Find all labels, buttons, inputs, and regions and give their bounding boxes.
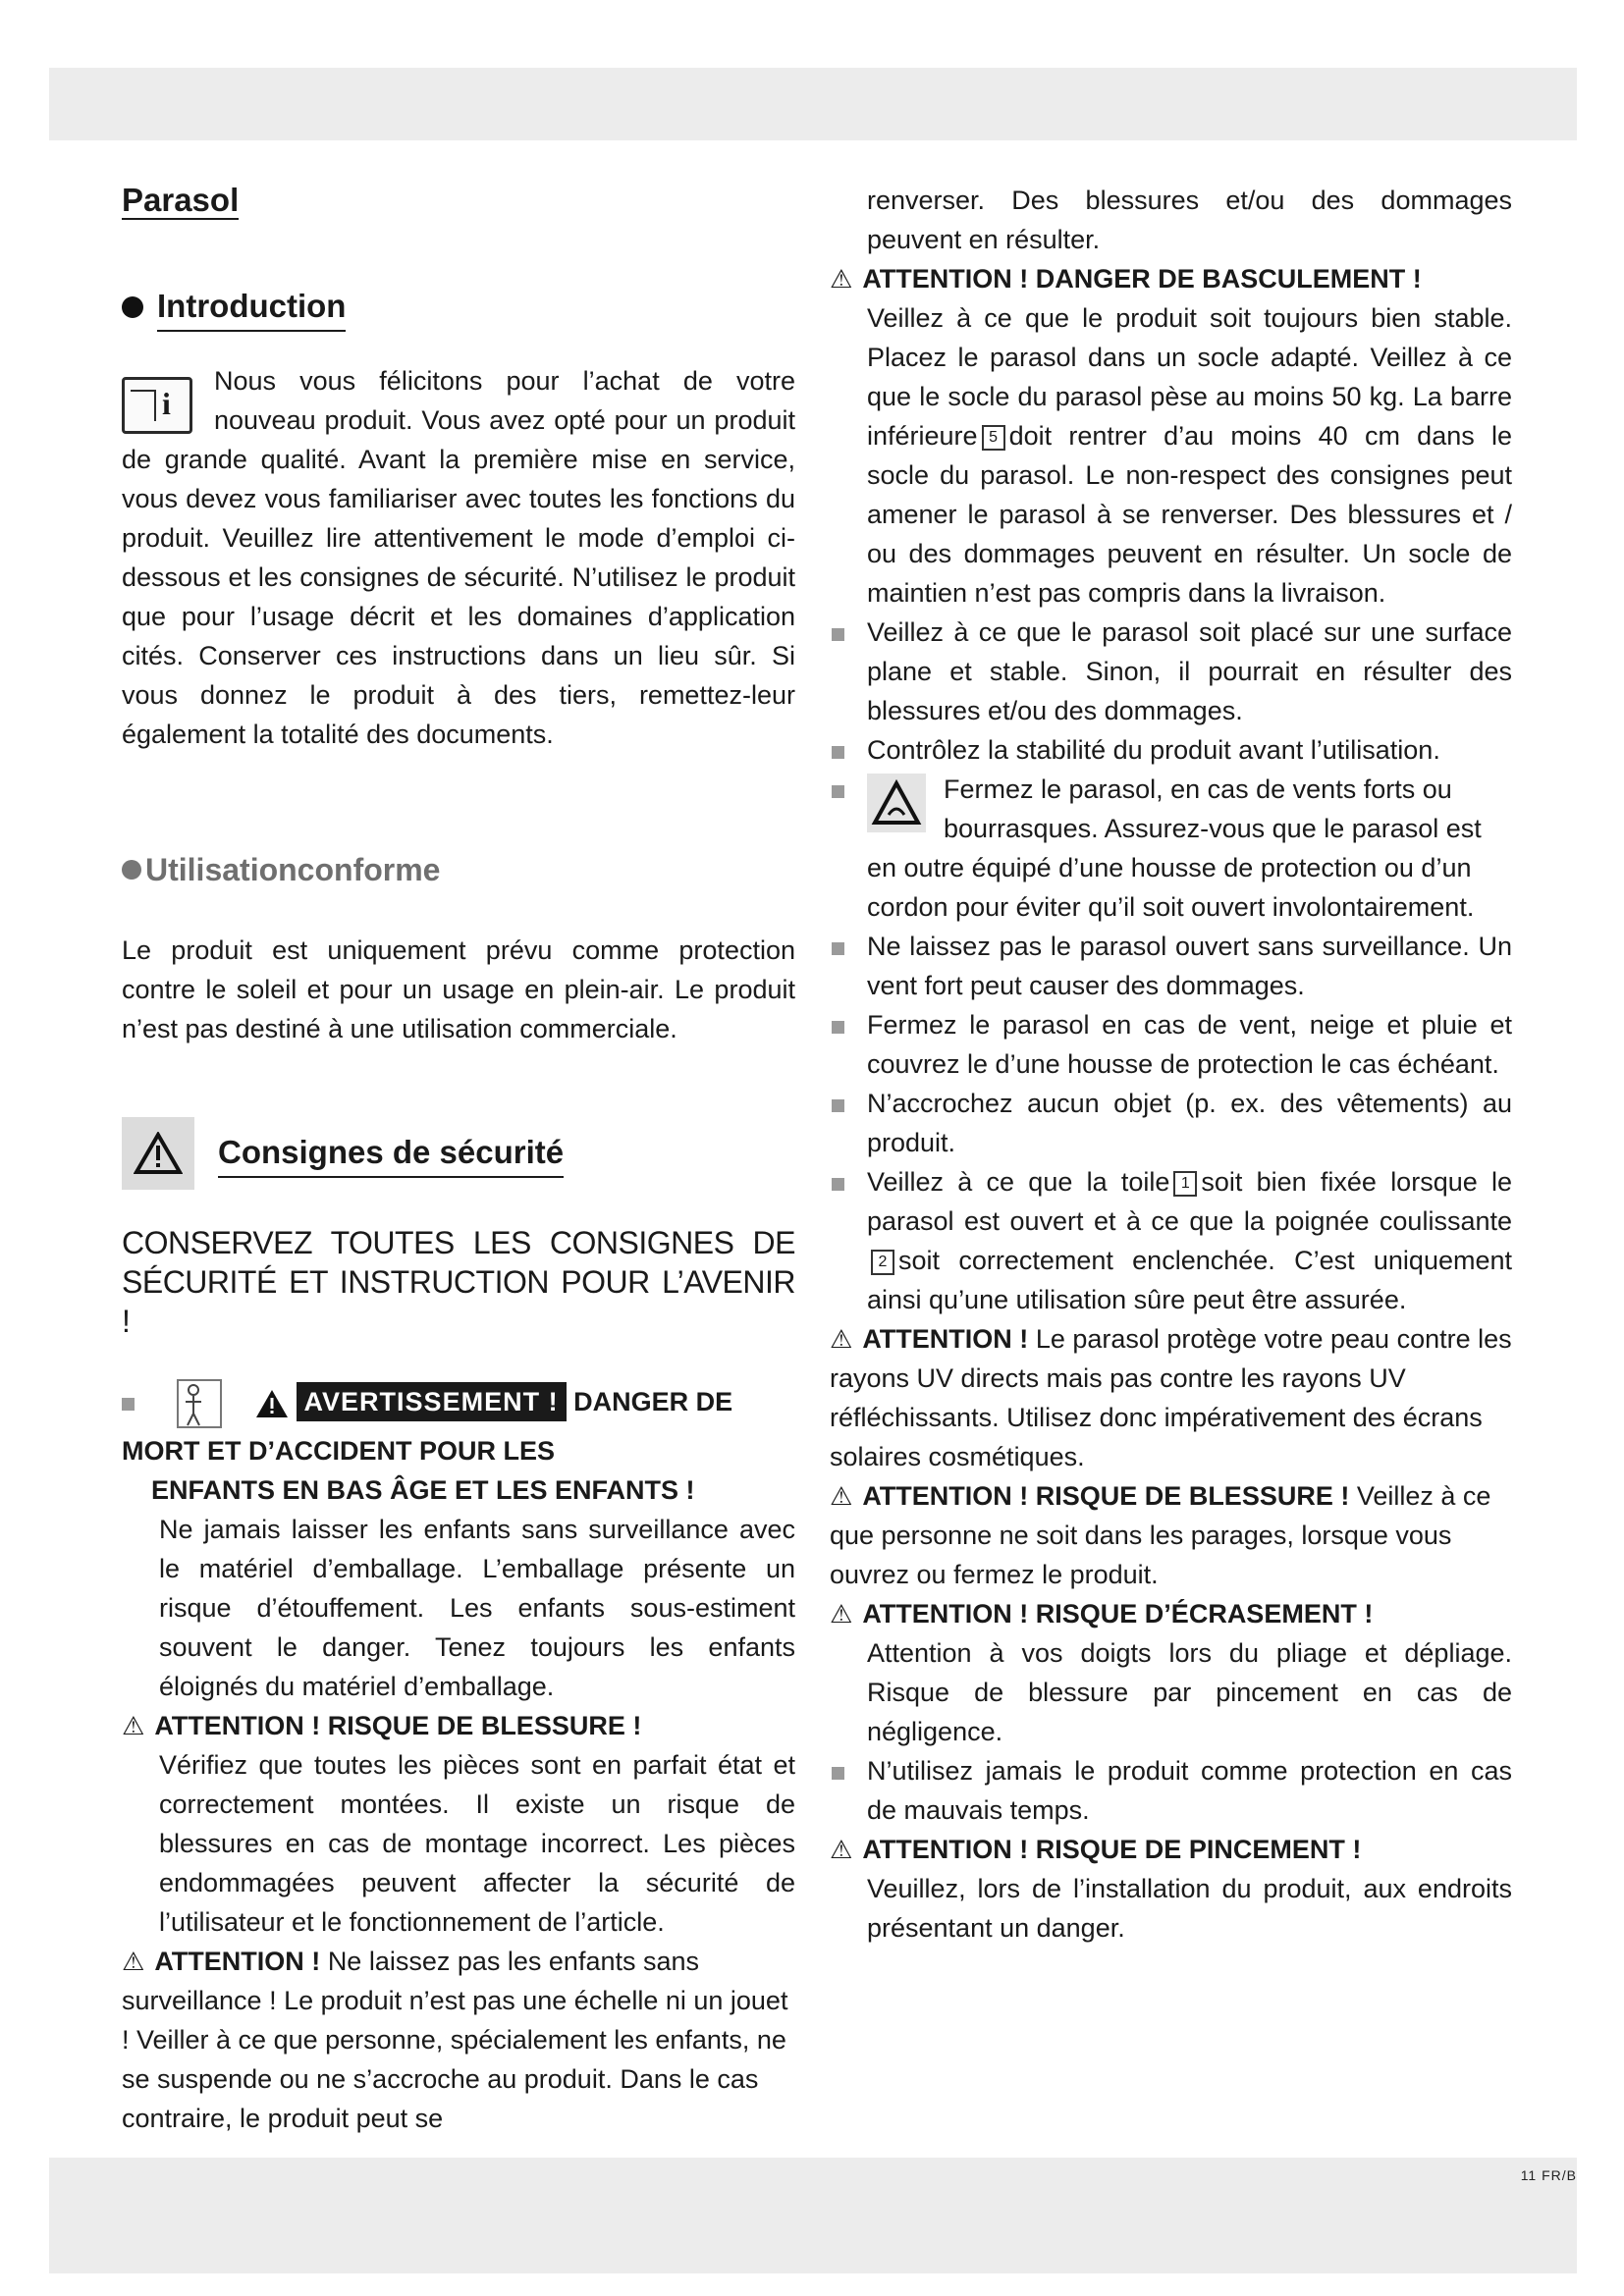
part-ref-box: 1 bbox=[1173, 1171, 1197, 1197]
bullet-square-icon bbox=[122, 1398, 135, 1411]
footer-band bbox=[49, 2158, 1577, 2273]
warning-triangle-icon: ⚠ bbox=[122, 1711, 145, 1740]
att1-heading: ⚠ ATTENTION ! RISQUE DE BLESSURE ! bbox=[122, 1706, 795, 1745]
warning-triangle-icon bbox=[255, 1389, 289, 1418]
uv-block: ⚠ ATTENTION ! Le parasol protège votre peau contre les rayons UV directs mais pas contre les rayons UV réfléchissants. Utilisez donc impérativement des écrans solaires cosmétiques. bbox=[830, 1319, 1512, 1476]
part-ref-box: 2 bbox=[871, 1250, 894, 1275]
list-item: Contrôlez la stabilité du produit avant l’utilisation. bbox=[830, 730, 1512, 770]
continued-text: renverser. Des blessures et/ou des dommages peuvent en résulter. bbox=[867, 186, 1512, 254]
avert-heading: AVERTISSEMENT ! DANGER DE MORT ET D’ACCIDENT POUR LES bbox=[122, 1376, 795, 1470]
child-packaging-icon bbox=[172, 1376, 227, 1431]
att1-text: Vérifiez que toutes les pièces sont en parfait état et correctement montées. Il existe un risque de blessures en cas de montage incorrect. Les pièces endommagées peuvent affecter la sécurité de l’utilisateur et le fonctionnement de l’article. bbox=[159, 1750, 795, 1937]
intro-text: Nous vous félicitons pour l’achat de votre nouveau produit. Vous avez opté pour un produit de grande qualité. Avant la première mise en service, vous devez vous familiariser avec toutes les fonctions du produit. Veuillez lire attentivement le mode d’emploi ci-dessous et les consignes de sécurité. N’utilisez le produit que pour l’usage décrit et les domaines d’application cités. Conserver ces instructions dans un lieu sûr. Si vous donnez le produit à des tiers, remettez-leur également la totalité des documents. bbox=[122, 366, 795, 749]
safety-heading: Consignes de sécurité bbox=[122, 1117, 795, 1190]
read-manual-icon bbox=[122, 377, 192, 434]
document-title: Parasol bbox=[122, 182, 240, 218]
injury-block: ⚠ ATTENTION ! RISQUE DE BLESSURE ! Veillez à ce que personne ne soit dans les parages, lorsque vous ouvrez ou fermez le produit. bbox=[830, 1476, 1512, 1594]
crush-heading: ⚠ ATTENTION ! RISQUE D’ÉCRASEMENT ! bbox=[830, 1594, 1512, 1633]
warning-triangle-icon: ⚠ bbox=[830, 1599, 853, 1629]
pinch-text: Veuillez, lors de l’installation du produit, aux endroits présentant un danger. bbox=[867, 1874, 1512, 1943]
avert-text: Ne jamais laisser les enfants sans surveillance avec le matériel d’emballage. L’emballage présente un risque d’étouffement. Les enfants sous-estiment souvent le danger. Tenez toujours les enfants éloignés du matériel d’emballage. bbox=[159, 1515, 795, 1701]
warning-triangle-icon: ⚠ bbox=[122, 1947, 145, 1976]
warning-triangle-icon bbox=[122, 1117, 194, 1190]
header-band bbox=[49, 68, 1577, 140]
warning-triangle-icon: ⚠ bbox=[830, 1481, 853, 1511]
pinch-heading: ⚠ ATTENTION ! RISQUE DE PINCEMENT ! bbox=[830, 1830, 1512, 1869]
list-item: N’accrochez aucun objet (p. ex. des vêtements) au produit. bbox=[830, 1084, 1512, 1162]
tip-heading: ⚠ ATTENTION ! DANGER DE BASCULEMENT ! bbox=[830, 259, 1512, 298]
bullet-dot-icon bbox=[122, 296, 143, 318]
wind-warning-icon bbox=[867, 774, 926, 832]
avert-heading-2: ENFANTS EN BAS ÂGE ET LES ENFANTS ! bbox=[151, 1475, 695, 1505]
intro-heading: Introduction bbox=[122, 283, 795, 332]
bullet-dot-icon bbox=[122, 860, 141, 880]
list-item: Ne laissez pas le parasol ouvert sans surveillance. Un vent fort peut causer des dommages. bbox=[830, 927, 1512, 1005]
page-number: 11 FR/B bbox=[1520, 2167, 1577, 2183]
att2-block: ⚠ ATTENTION ! Ne laissez pas les enfants sans surveillance ! Le produit n’est pas une échelle ni un jouet ! Veiller à ce que personne, spécialement les enfants, ne se suspende ou ne s’accroche au produit. Dans le cas contraire, le produit peut se bbox=[122, 1942, 795, 2138]
usage-heading: Utilisationconforme bbox=[122, 846, 795, 893]
warning-triangle-icon: ⚠ bbox=[830, 1324, 853, 1354]
avertissement-label: AVERTISSEMENT ! bbox=[297, 1382, 567, 1421]
warning-triangle-icon: ⚠ bbox=[830, 1835, 853, 1864]
list-item: Veillez à ce que la toile 1 soit bien fixée lorsque le parasol est ouvert et à ce que la poignée coulissante2 soit correctement enclenchée. C’est uniquement ainsi qu’une utilisation sûre peut être assurée. bbox=[830, 1162, 1512, 1319]
list-item: Fermez le parasol en cas de vent, neige et pluie et couvrez le d’une housse de protection le cas échéant. bbox=[830, 1005, 1512, 1084]
part-ref-box: 5 bbox=[982, 425, 1005, 451]
list-item: Veillez à ce que le parasol soit placé sur une surface plane et stable. Sinon, il pourrait en résulter des blessures et/ou des dommages. bbox=[830, 613, 1512, 730]
warning-triangle-icon: ⚠ bbox=[830, 264, 853, 294]
crush-text: Attention à vos doigts lors du pliage et dépliage. Risque de blessure par pincement en cas de négligence. bbox=[867, 1638, 1512, 1746]
list-item: N’utilisez jamais le produit comme protection en cas de mauvais temps. bbox=[830, 1751, 1512, 1830]
tip-text: Veillez à ce que le produit soit toujours bien stable. Placez le parasol dans un socle adapté. Veillez à ce que le socle du parasol pèse au moins 50 kg. La barre inférieure 5 doit rentrer d’au moins 40 cm dans le socle du parasol. Le non-respect des consignes peut amener le parasol à se renverser. Des blessures et / ou des dommages peuvent en résulter. Un socle de maintien n’est pas compris dans la livraison. bbox=[867, 303, 1512, 608]
intro-section bbox=[122, 361, 795, 754]
left-column bbox=[122, 177, 795, 2138]
right-column bbox=[830, 181, 1512, 1948]
usage-text: Le produit est uniquement prévu comme protection contre le soleil et pour un usage en plein-air. Le produit n’est pas destiné à une utilisation commerciale. bbox=[122, 935, 795, 1043]
list-item: Fermez le parasol, en cas de vents forts ou bourrasques. Assurez-vous que le parasol est en outre équipé d’une housse de protection ou d’un cordon pour éviter qu’il soit ouvert involontairement. bbox=[830, 770, 1512, 927]
keep-instructions-notice: CONSERVEZ TOUTES LES CONSIGNES DE SÉCURITÉ ET INSTRUCTION POUR L’AVENIR ! bbox=[122, 1225, 795, 1339]
